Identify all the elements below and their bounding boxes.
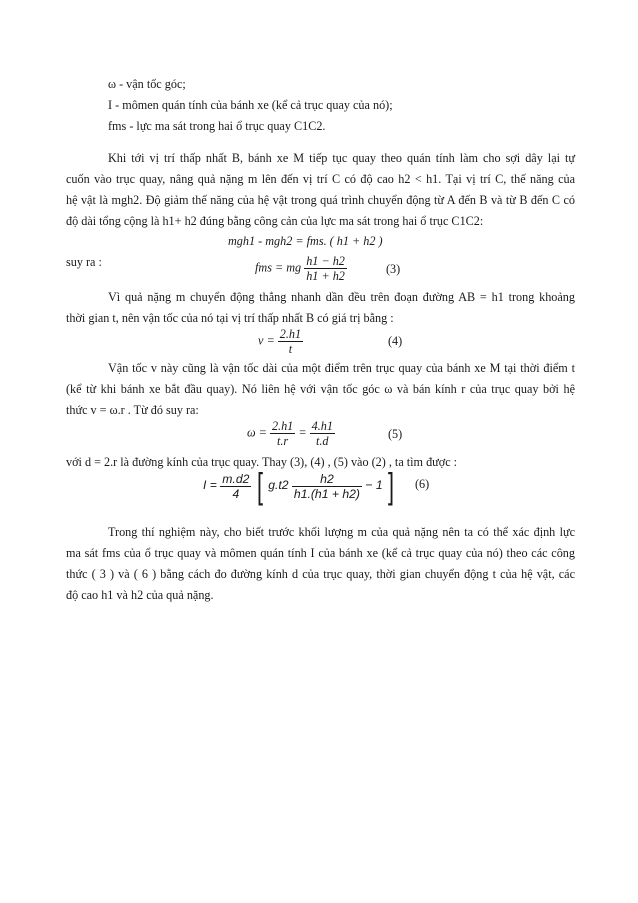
eq4-numerator: 2.h1 [279,327,302,341]
eq6-minus-one: − 1 [365,478,383,493]
para1-line4: độ dài tổng cộng là h1+ h2 đúng bằng công cản của lực ma sát trong hai ổ trục C1C2: [66,214,484,228]
def-friction: fms - lực ma sát trong hai ổ trục quay C1C2. [108,119,326,133]
eq6-close-bracket: ] [388,465,395,506]
eq4-fraction [278,327,303,356]
energy-equation: mgh1 - mgh2 = fms. ( h1 + h2 ) [228,234,383,248]
eq6-open-bracket: [ [256,465,263,506]
para1-line2: cuốn vào trục quay, nâng quả nặng m lên đến vị trí C có độ cao h2 < h1. Tại vị trí C, thế năng của [66,172,575,186]
eq5-fraction-1 [270,419,295,448]
eq6-numerator-2: h2 [292,472,362,487]
eq6-g-term: g.t2 [268,478,289,493]
para1-line1: Khi tới vị trí thấp nhất B, bánh xe M tiếp tục quay theo quán tính làm cho sợi dây lại tự [108,151,575,165]
para4-line2: ma sát fms của ổ trục quay và mômen quán tính I của bánh xe (kể cả trục quay của nó) theo các công [66,546,575,560]
para4-line3: thức ( 3 ) và ( 6 ) bằng cách đo đường kính d của trục quay, thời gian chuyển động t của hệ vật, các [66,567,575,581]
para4-line1: Trong thí nghiệm này, cho biết trước khối lượng m của quả nặng nên ta có thể xác định lực [108,525,575,539]
eq5-denominator-1: t.r [277,434,289,448]
eq5-equals: = [298,425,307,440]
para2-line1: Vì quả nặng m chuyển động thẳng nhanh dần đều trên đoạn đường AB = h1 trong khoảng [108,290,575,304]
eq4-label: (4) [388,334,403,348]
eq5-denominator-2: t.d [315,434,329,448]
eq4-denominator: t [288,342,293,356]
eq6-denominator-1: 4 [232,486,240,501]
equation-3 [255,254,347,283]
para3-line3: thức v = ω.r . Từ đó suy ra: [66,403,199,417]
eq6-label: (6) [415,477,430,491]
eq5-fraction-2 [310,419,335,448]
para2-line2: thời gian t, nên vận tốc của nó tại vị trí thấp nhất B có giá trị bằng : [66,311,394,325]
def-omega: ω - vận tốc góc; [108,77,186,91]
eq3-denominator: h1 + h2 [306,269,345,283]
eq4-lhs: v = [258,333,275,348]
eq6-numerator-1: m.d2 [222,471,250,486]
para3-line1: Vận tốc v này cũng là vận tốc dài của một điểm trên trục quay của bánh xe M tại thời điểm t [108,361,575,375]
def-inertia: I - mômen quán tính của bánh xe (kể cả trục quay của nó); [108,98,393,112]
eq3-fraction [304,254,347,283]
eq6-fraction-1 [220,472,251,501]
eq6-fraction-2 [292,472,362,501]
suy-ra-label: suy ra : [66,255,102,269]
eq6-lhs: I = [203,478,217,493]
para3-line2: (kể từ khi bánh xe bắt đầu quay). Nó liên hệ với vận tốc góc ω và bán kính r của trục quay bởi hệ [66,382,575,396]
equation-5 [247,419,335,448]
eq3-label: (3) [386,262,401,276]
eq3-numerator: h1 − h2 [306,254,345,268]
para1-line3: hệ vật là mgh2. Độ giảm thế năng của hệ vật trong quá trình chuyển động từ A đến B và từ B đến C có [66,193,575,207]
with-line: với d = 2.r là đường kính của trục quay. Thay (3), (4) , (5) vào (2) , ta tìm được : [66,455,458,469]
eq5-label: (5) [388,427,403,441]
eq5-lhs: ω = [247,425,267,440]
para4-line4: độ cao h1 và h2 của quả nặng. [66,588,214,602]
equation-6 [203,465,396,506]
eq3-lhs: fms = mg [255,260,302,275]
eq6-denominator-2: h1.(h1 + h2) [293,486,360,501]
eq5-numerator-1: 2.h1 [271,419,294,433]
equation-4 [258,327,303,356]
eq5-numerator-2: 4.h1 [311,419,333,433]
